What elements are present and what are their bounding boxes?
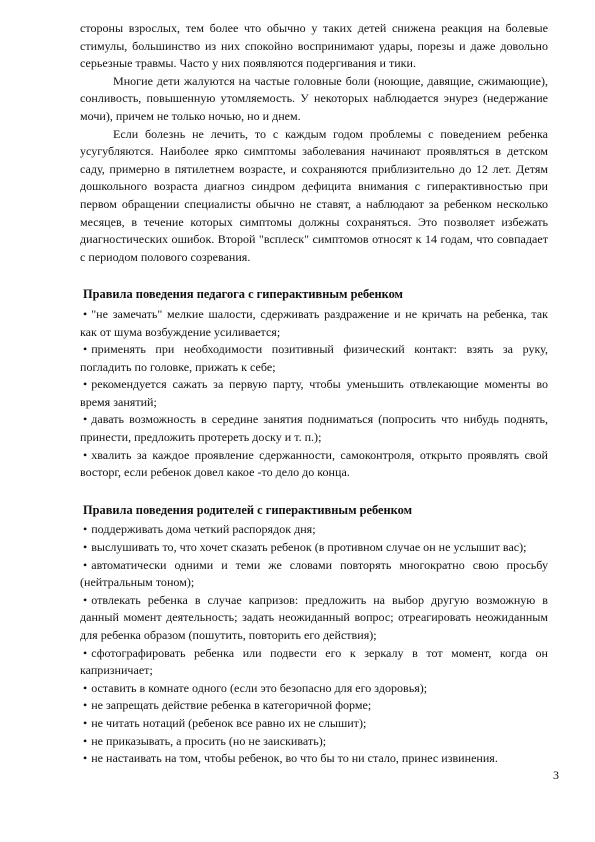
list-item-text: "не замечать" мелкие шалости, сдерживать раздражение и не кричать на ребенка, так как от шума возбуждение усиливается;	[80, 306, 548, 339]
list-item-text: отвлекать ребенка в случае капризов: предложить на выбор другую возможную в данный момент деятельность; задать неожиданный вопрос; отреагировать неожиданным для ребенка образом (пошутить, повторить его действия);	[80, 592, 548, 642]
section-heading-parents: Правила поведения родителей с гиперактивным ребенком	[83, 502, 413, 517]
section-heading-teacher: Правила поведения педагога с гиперактивным ребенком	[83, 287, 404, 302]
bullet-icon: •	[83, 680, 88, 695]
bullet-icon: •	[83, 342, 88, 357]
intro-paragraph-continued: стороны взрослых, тем более что обычно у таких детей снижена реакция на болевые стимулы, большинство из них спокойно воспринимают удары, порезы и даже довольно серьезные травмы. Часто у них появляются подергивания и тики.	[80, 21, 548, 71]
list-item	[80, 539, 548, 557]
list-item-text: не читать нотаций (ребенок все равно их не слышит);	[91, 715, 367, 730]
list-item	[80, 750, 548, 768]
list-item	[80, 645, 548, 680]
parents-rules-list	[80, 521, 548, 767]
bullet-icon: •	[83, 715, 88, 730]
list-item	[80, 680, 548, 698]
list-item	[80, 306, 548, 341]
bullet-icon: •	[83, 733, 88, 748]
list-item-text: автоматически одними и теми же словами повторять многократно свою просьбу (нейтральным тоном);	[80, 557, 548, 590]
list-item	[80, 592, 548, 645]
list-item	[80, 733, 548, 751]
bullet-icon: •	[83, 522, 88, 537]
list-item-text: поддерживать дома четкий распорядок дня;	[91, 522, 316, 537]
list-item	[80, 376, 548, 411]
intro-paragraph-headaches: Многие дети жалуются на частые головные боли (ноющие, давящие, сжимающие), сонливость, повышенную утомляемость. У некоторых наблюдается энурез (недержание мочи), причем не только ночью, но и днем.	[80, 73, 548, 123]
list-item	[80, 411, 548, 446]
bullet-icon: •	[83, 540, 88, 555]
list-item-text: сфотографировать ребенка или подвести его к зеркалу в тот момент, когда он капризничает;	[80, 645, 548, 678]
bullet-icon: •	[83, 412, 88, 427]
list-item	[80, 697, 548, 715]
list-item-text: оставить в комнате одного (если это безопасно для его здоровья);	[91, 680, 428, 695]
list-item-text: не приказывать, а просить (но не заискивать);	[91, 733, 327, 748]
bullet-icon: •	[83, 306, 88, 321]
intro-paragraph-treatment: Если болезнь не лечить, то с каждым годом проблемы с поведением ребенка усугубляются. Наиболее ярко симптомы заболевания начинают проявляться в детском саду, примерно в пятилетнем возрасте, и сохраняются приблизительно до 12 лет. Детям дошкольного возраста диагноз синдром дефицита внимания с гиперактивностью при первом обращении специалисты обычно не ставят, а наблюдают за ребенком несколько месяцев, в течение которых симптомы должны сохраняться. Это позволяет избежать диагностических ошибок. Второй "всплеск" симптомов относят к 14 годам, что совпадает с периодом полового созревания.	[80, 126, 548, 264]
page-number: 3	[553, 768, 559, 782]
bullet-icon: •	[83, 447, 88, 462]
list-item-text: применять при необходимости позитивный физический контакт: взять за руку, погладить по головке, прижать к себе;	[80, 342, 548, 374]
list-item-text: не запрещать действие ребенка в категоричной форме;	[91, 698, 372, 713]
bullet-icon: •	[83, 592, 88, 607]
bullet-icon: •	[83, 751, 88, 766]
list-item-text: не настаивать на том, чтобы ребенок, во что бы то ни стало, принес извинения.	[91, 751, 498, 766]
list-item-text: хвалить за каждое проявление сдержанности, самоконтроля, открыто проявлять свой восторг, если ребенок довел какое -то дело до конца.	[80, 447, 548, 480]
list-item	[80, 521, 548, 539]
list-item	[80, 341, 548, 376]
list-item-text: выслушивать то, что хочет сказать ребенок (в противном случае он не услышит вас);	[91, 540, 527, 555]
list-item-text: рекомендуется сажать за первую парту, чтобы уменьшить отвлекающие моменты во время занятий;	[80, 377, 548, 409]
bullet-icon: •	[83, 377, 88, 392]
bullet-icon: •	[83, 557, 88, 572]
list-item	[80, 557, 548, 592]
list-item	[80, 715, 548, 733]
bullet-icon: •	[83, 698, 88, 713]
list-item-text: давать возможность в середине занятия подниматься (попросить что нибудь поднять, принести, предложить протереть доску и т. п.);	[80, 412, 548, 445]
list-item	[80, 447, 548, 482]
teacher-rules-list	[80, 306, 548, 482]
bullet-icon: •	[83, 645, 88, 660]
